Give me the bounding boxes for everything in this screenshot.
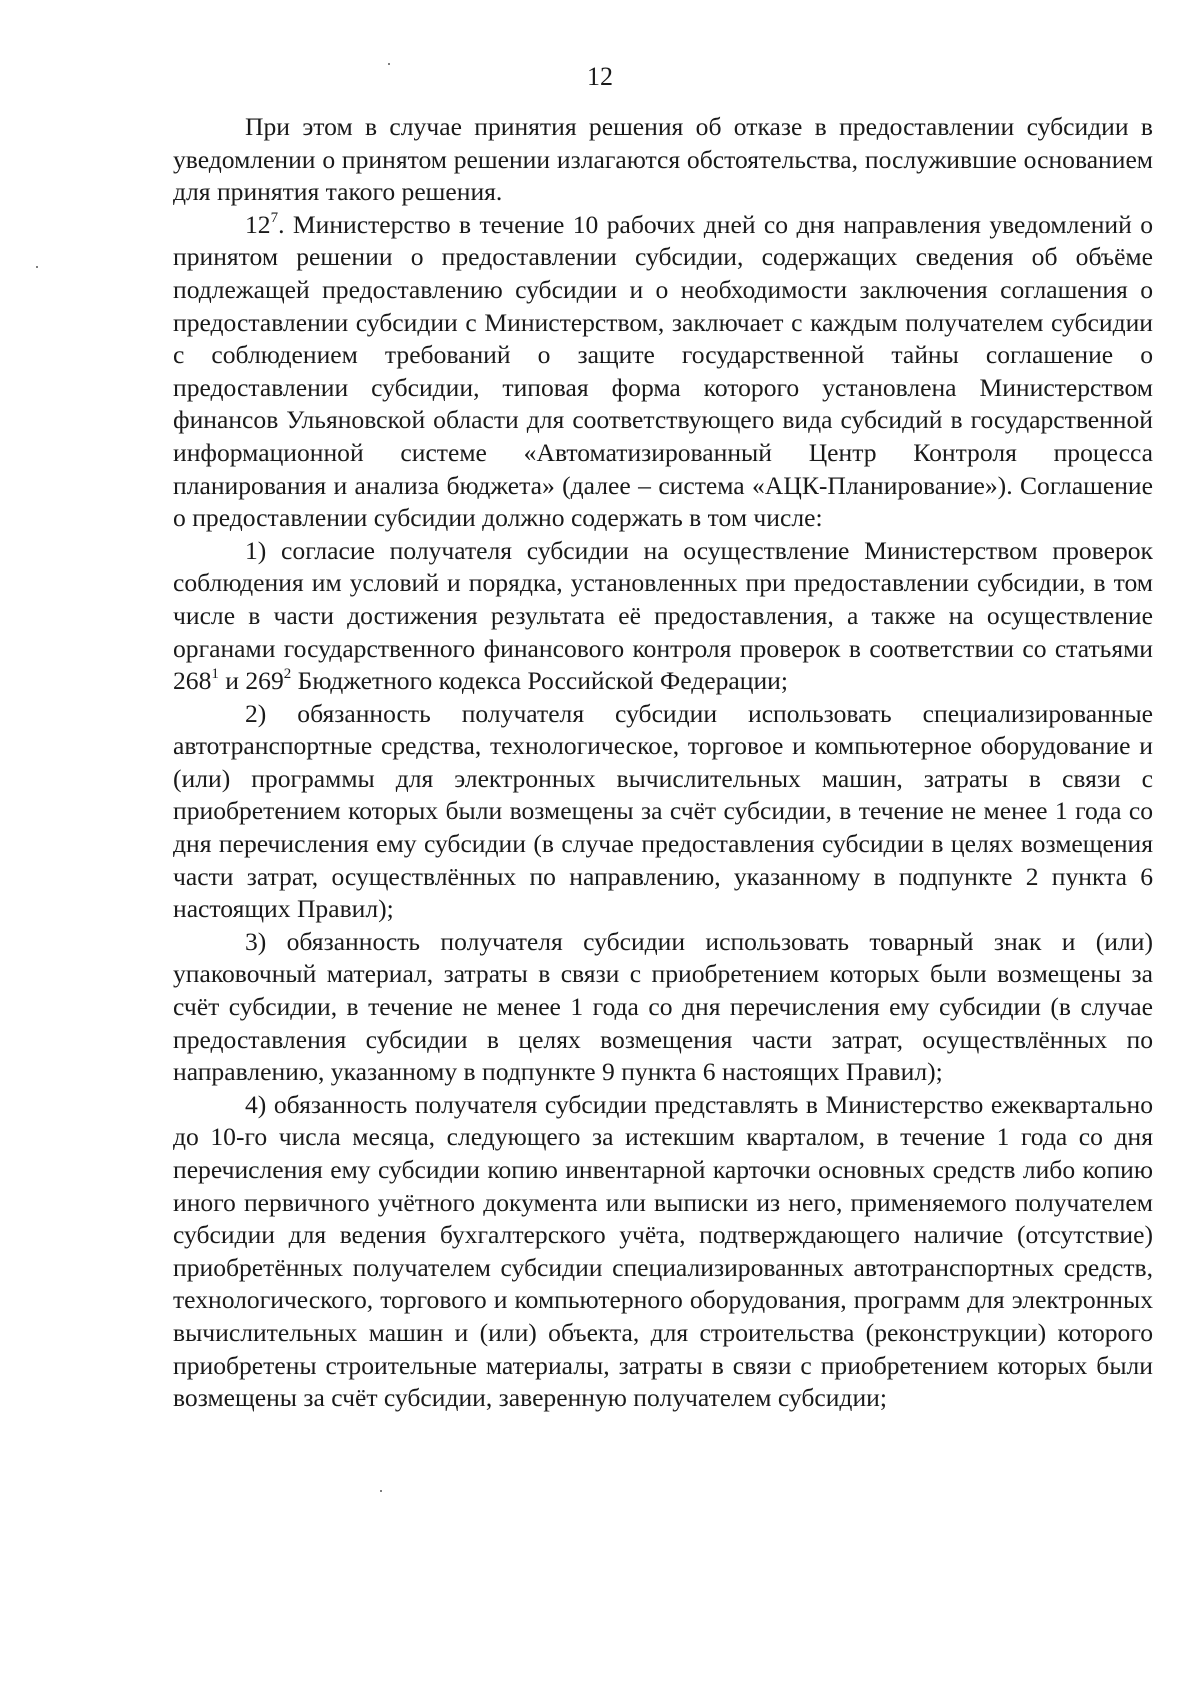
document-body: [173, 111, 1153, 1415]
page-number: 12: [587, 62, 613, 91]
item-1-text-part: и 269: [218, 666, 284, 696]
scan-speck: [388, 63, 390, 65]
scan-speck: [36, 266, 38, 268]
article-superscript: 1: [211, 666, 219, 683]
scan-speck: [380, 1490, 382, 1492]
article-superscript: 2: [283, 666, 292, 683]
paragraph-item-1: [173, 535, 1153, 698]
paragraph-item-3: 3) обязанность получателя субсидии использовать товарный знак и (или) упаковочный материал, затраты в связи с приобретением которых были возмещены за счёт субсидии, в течение не менее 1 года со дня перечисления ему субсидии (в случае предоставления субсидии в целях возмещения части затрат, осуществлённых по направлению, указанному в подпункте 9 пункта 6 настоящих Правил);: [173, 926, 1153, 1087]
paragraph-refusal-notice: При этом в случае принятия решения об отказе в предоставлении субсидии в уведомлении о принятом решении излагаются обстоятельства, послужившие основанием для принятия такого решения.: [173, 112, 1153, 207]
clause-superscript: 7: [270, 209, 279, 226]
paragraph-item-2: 2) обязанность получателя субсидии использовать специализированные автотранспортные средства, технологическое, торговое и компьютерное оборудование и (или) программы для электронных вычислительных машин, затраты в связи с приобретением которых были возмещены за счёт субсидии, в течение не менее 1 года со дня перечисления ему субсидии (в случае предоставления субсидии в целях возмещения части затрат, осуществлённых по направлению, указанному в подпункте 2 пункта 6 настоящих Правил);: [173, 698, 1153, 924]
paragraph-clause-12-7: [173, 209, 1153, 535]
clause-number: 12: [245, 209, 271, 239]
clause-text: . Министерство в течение 10 рабочих дней со дня направления уведомлений о принятом решении о предоставлении субсидии, содержащих сведения об объёме подлежащей предоставлению субсидии и о необходимости заключения соглашения о предоставлении субсидии с Министерством, заключает с каждым получателем субсидии с соблюдением требований о защите государственной тайны соглашение о предоставлении субсидии, типовая форма которого установлена Министерством финансов Ульяновской области для соответствующего вида субсидий в государственной информационной системе «Автоматизированный Центр Контроля процесса планирования и анализа бюджета» (далее – система «АЦК-Планирование»). Соглашение о предоставлении субсидии должно содержать в том числе:: [173, 209, 1153, 533]
item-1-text-part: 1) согласие получателя субсидии на осуществление Министерством проверок соблюдения им условий и порядка, установленных при предоставлении субсидии, в том числе в части достижения результата её предоставления, а также на осуществление органами государственного финансового контроля проверок в соответствии со статьями 268: [173, 535, 1153, 696]
paragraph-item-4: 4) обязанность получателя субсидии представлять в Министерство ежеквартально до 10-го числа месяца, следующего за истекшим кварталом, в течение 1 года со дня перечисления ему субсидии копию инвентарной карточки основных средств либо копию иного первичного учётного документа или выписки из него, применяемого получателем субсидии для ведения бухгалтерского учёта, подтверждающего наличие (отсутствие) приобретённых получателем субсидии специализированных автотранспортных средств, технологического, торгового и компьютерного оборудования, программ для электронных вычислительных машин и (или) объекта, для строительства (реконструкции) которого приобретены строительные материалы, затраты в связи с приобретением которых были возмещены за счёт субсидии, заверенную получателем субсидии;: [173, 1089, 1153, 1413]
item-1-text-part: Бюджетного кодекса Российской Федерации;: [291, 666, 788, 696]
